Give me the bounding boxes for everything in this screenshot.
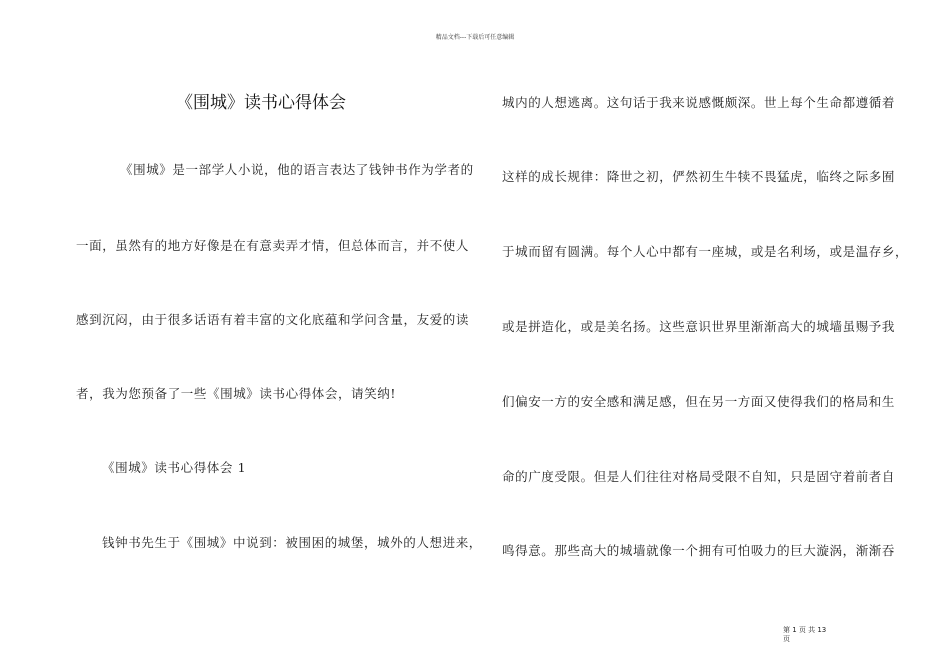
document-title: 《围城》读书心得体会 — [176, 93, 346, 113]
text-line: 鸣得意。那些高大的城墙就像一个拥有可怕吸力的巨大漩涡，渐渐吞 — [502, 543, 896, 558]
text-line: 们偏安一方的安全感和满足感，但在另一方面又使得我们的格局和生 — [502, 394, 896, 409]
text-line: 城内的人想逃离。这句话于我来说感慨颇深。世上每个生命都遵循着 — [502, 95, 896, 110]
text-line: 者，我为您预备了一些《围城》读书心得体会，请笑纳! — [76, 386, 397, 401]
text-line: 《围城》是一部学人小说，他的语言表达了钱钟书作为学者的 — [120, 162, 474, 177]
page-number: 第 1 页 共 13 页 — [783, 626, 827, 643]
section-heading: 《围城》读书心得体会 1 — [102, 460, 247, 475]
page-header: 精品文档---下载后可任意编辑 — [435, 34, 515, 41]
text-line: 感到沉闷，由于很多话语有着丰富的文化底蕴和学问含量，友爱的读 — [76, 312, 470, 327]
text-line: 钱钟书先生于《围城》中说到：被围困的城堡，城外的人想进来， — [102, 535, 482, 550]
text-line: 一面，虽然有的地方好像是在有意卖弄才情，但总体而言，并不使人 — [76, 238, 470, 253]
text-line: 这样的成长规律：降世之初，俨然初生牛犊不畏猛虎，临终之际多囿 — [502, 169, 896, 184]
text-line: 命的广度受限。但是人们往往对格局受限不自知，只是固守着前者自 — [502, 469, 896, 484]
text-line: 或是拼造化，或是美名扬。这些意识世界里渐渐高大的城墙虽赐予我 — [502, 319, 896, 334]
text-line: 于城而留有圆满。每个人心中都有一座城，或是名利场，或是温存乡， — [502, 244, 909, 259]
